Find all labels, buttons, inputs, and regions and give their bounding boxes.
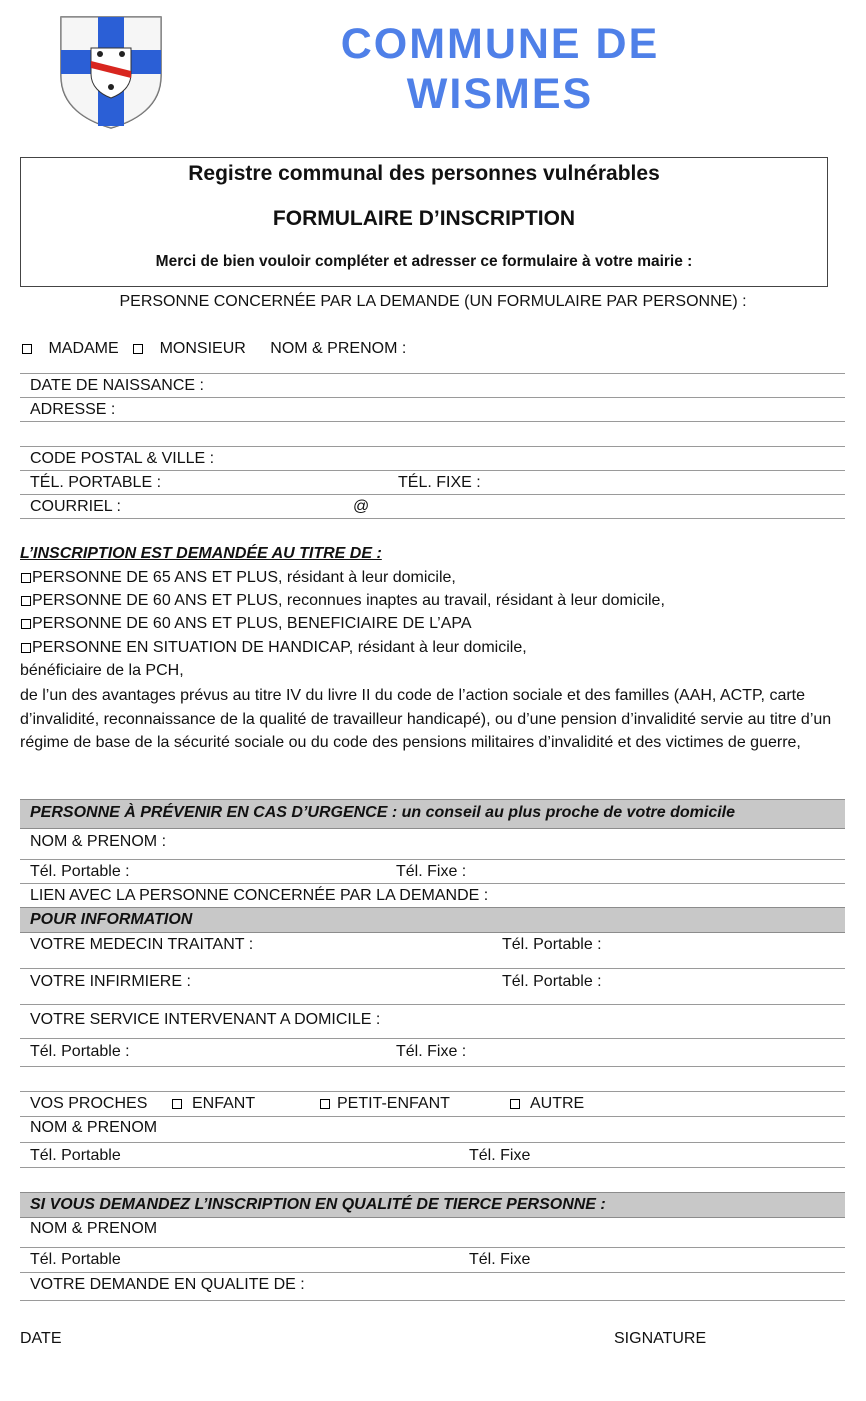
divider bbox=[20, 421, 845, 422]
divider bbox=[20, 518, 845, 519]
signature-label: SIGNATURE bbox=[614, 1330, 707, 1347]
divider bbox=[20, 446, 845, 447]
divider bbox=[20, 470, 845, 471]
commune-title-line2: WISMES bbox=[406, 70, 594, 118]
monsieur-label: MONSIEUR bbox=[159, 340, 246, 357]
information-section-header bbox=[20, 907, 845, 933]
legal-paragraph: de l’un des avantages prévus au titre IV du livre II du code de l’action sociale et des familles (AAH, ACTP, carte d’invalidité, reconnaissance de la qualité de travailleur handicapé), ou d’une pension d’invalidité servie au titre d’un régime de base de la sécurité sociale ou du code des pensions militaires d’invalidité et des victimes de guerre, bbox=[20, 687, 832, 751]
proches-tel-portable-label: Tél. Portable bbox=[30, 1147, 121, 1164]
divider bbox=[20, 1300, 845, 1301]
tierce-qualite-label: VOTRE DEMANDE EN QUALITE DE : bbox=[30, 1276, 305, 1293]
urgence-tel-portable-label: Tél. Portable : bbox=[30, 863, 130, 880]
divider bbox=[20, 1142, 845, 1143]
petit-enfant-option bbox=[320, 1095, 450, 1113]
option-label: PERSONNE EN SITUATION DE HANDICAP, résidant à leur domicile, bbox=[32, 639, 527, 656]
form-title: FORMULAIRE D’INSCRIPTION bbox=[272, 207, 576, 230]
divider bbox=[20, 1004, 845, 1005]
option-60-ans-inaptes-checkbox[interactable] bbox=[21, 596, 31, 606]
option-60-ans-apa bbox=[21, 615, 472, 633]
option-60-ans-apa-checkbox[interactable] bbox=[21, 619, 31, 629]
option-label: PERSONNE DE 65 ANS ET PLUS, résidant à leur domicile, bbox=[32, 569, 456, 586]
urgence-tel-fixe-label: Tél. Fixe : bbox=[396, 863, 467, 880]
urgence-lien-label: LIEN AVEC LA PERSONNE CONCERNÉE PAR LA DEMANDE : bbox=[30, 887, 489, 904]
date-label: DATE bbox=[20, 1330, 62, 1347]
coat-of-arms-logo bbox=[58, 14, 164, 130]
service-tel-portable-label: Tél. Portable : bbox=[30, 1043, 130, 1060]
urgence-section-header bbox=[20, 799, 845, 829]
option-label: PERSONNE DE 60 ANS ET PLUS, reconnues inaptes au travail, résidant à leur domicile, bbox=[32, 592, 665, 609]
petit-enfant-checkbox[interactable] bbox=[320, 1099, 330, 1109]
option-handicap-checkbox[interactable] bbox=[21, 643, 31, 653]
divider bbox=[20, 1038, 845, 1039]
tel-portable-label: TÉL. PORTABLE : bbox=[30, 474, 162, 491]
inscription-heading: L’INSCRIPTION EST DEMANDÉE AU TITRE DE : bbox=[20, 545, 382, 562]
adresse-label: ADRESSE : bbox=[30, 401, 116, 418]
tierce-tel-fixe-label: Tél. Fixe bbox=[469, 1251, 531, 1268]
divider bbox=[20, 883, 845, 884]
medecin-tel-label: Tél. Portable : bbox=[502, 936, 602, 953]
divider bbox=[20, 373, 845, 374]
divider bbox=[20, 1167, 845, 1168]
option-65-ans-checkbox[interactable] bbox=[21, 573, 31, 583]
courriel-label: COURRIEL : bbox=[30, 498, 121, 515]
option-label: PERSONNE DE 60 ANS ET PLUS, BENEFICIAIRE DE L’APA bbox=[32, 615, 472, 632]
divider bbox=[20, 494, 845, 495]
proches-label: VOS PROCHES bbox=[30, 1095, 148, 1112]
enfant-checkbox[interactable] bbox=[172, 1099, 182, 1109]
urgence-heading: PERSONNE À PRÉVENIR EN CAS D’URGENCE : un conseil au plus proche de votre domicile bbox=[30, 804, 736, 821]
proches-tel-fixe-label: Tél. Fixe bbox=[469, 1147, 531, 1164]
monsieur-checkbox[interactable] bbox=[133, 344, 143, 354]
tierce-heading: SI VOUS DEMANDEZ L’INSCRIPTION EN QUALITÉ DE TIERCE PERSONNE : bbox=[30, 1196, 606, 1213]
enfant-label: ENFANT bbox=[192, 1095, 256, 1112]
commune-title-line1: COMMUNE DE bbox=[340, 20, 660, 68]
option-handicap bbox=[21, 639, 527, 657]
divider bbox=[20, 1247, 845, 1248]
register-title: Registre communal des personnes vulnérables bbox=[188, 162, 660, 185]
information-heading: POUR INFORMATION bbox=[30, 911, 193, 928]
nom-prenom-label: NOM & PRENOM : bbox=[270, 340, 407, 357]
divider bbox=[20, 1116, 845, 1117]
urgence-nom-label: NOM & PRENOM : bbox=[30, 833, 167, 850]
autre-option bbox=[510, 1095, 584, 1113]
code-postal-label: CODE POSTAL & VILLE : bbox=[30, 450, 215, 467]
service-tel-fixe-label: Tél. Fixe : bbox=[396, 1043, 467, 1060]
tel-fixe-label: TÉL. FIXE : bbox=[398, 474, 481, 491]
divider bbox=[20, 1272, 845, 1273]
enfant-option bbox=[172, 1095, 255, 1113]
divider bbox=[20, 1091, 845, 1092]
divider bbox=[20, 859, 845, 860]
divider bbox=[20, 397, 845, 398]
divider bbox=[20, 1066, 845, 1067]
pch-text: bénéficiaire de la PCH, bbox=[20, 662, 184, 679]
infirmiere-tel-label: Tél. Portable : bbox=[502, 973, 602, 990]
infirmiere-label: VOTRE INFIRMIERE : bbox=[30, 973, 191, 990]
title-box bbox=[20, 157, 828, 287]
date-naissance-label: DATE DE NAISSANCE : bbox=[30, 377, 204, 394]
autre-checkbox[interactable] bbox=[510, 1099, 520, 1109]
tierce-tel-portable-label: Tél. Portable bbox=[30, 1251, 121, 1268]
option-60-ans-inaptes bbox=[21, 592, 665, 610]
petit-enfant-label: PETIT-ENFANT bbox=[337, 1095, 450, 1112]
medecin-label: VOTRE MEDECIN TRAITANT : bbox=[30, 936, 254, 953]
at-sign: @ bbox=[353, 498, 370, 515]
option-65-ans bbox=[21, 569, 456, 587]
form-instruction: Merci de bien vouloir compléter et adresser ce formulaire à votre mairie : bbox=[155, 253, 693, 270]
person-heading: PERSONNE CONCERNÉE PAR LA DEMANDE (UN FORMULAIRE PAR PERSONNE) : bbox=[119, 293, 747, 310]
divider bbox=[20, 968, 845, 969]
autre-label: AUTRE bbox=[530, 1095, 585, 1112]
tierce-nom-label: NOM & PRENOM bbox=[30, 1220, 158, 1237]
madame-checkbox[interactable] bbox=[22, 344, 32, 354]
tierce-section-header bbox=[20, 1192, 845, 1218]
proches-nom-label: NOM & PRENOM bbox=[30, 1119, 158, 1136]
service-label: VOTRE SERVICE INTERVENANT A DOMICILE : bbox=[30, 1011, 381, 1028]
civility-row bbox=[22, 340, 406, 358]
madame-label: MADAME bbox=[48, 340, 119, 357]
